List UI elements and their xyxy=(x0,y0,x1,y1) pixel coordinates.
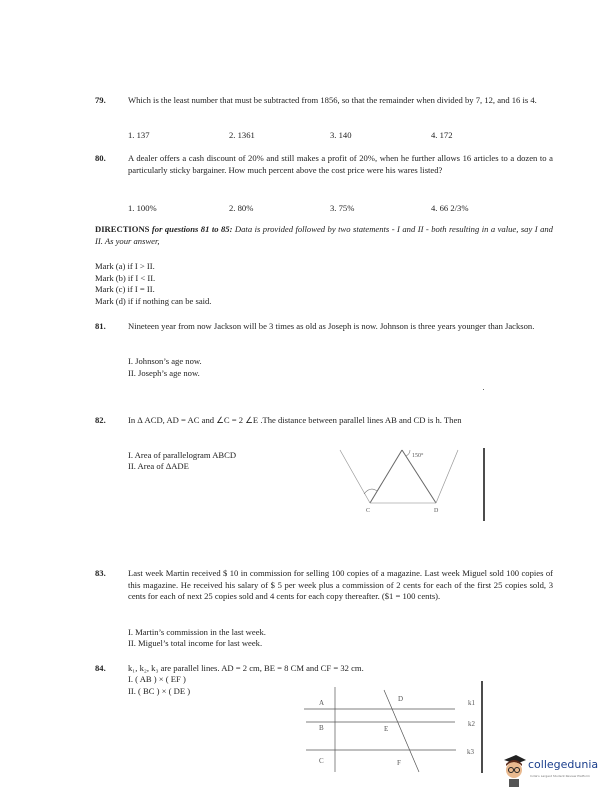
question-82-text: In Δ ACD, AD = AC and ∠C = 2 ∠E .The distance between parallel lines AB and CD is h. Then xyxy=(128,415,462,425)
directions-range: for questions 81 to 85: xyxy=(151,224,233,234)
statement: I. Area of parallelogram ABCD xyxy=(128,450,237,460)
statement: II. Joseph’s age now. xyxy=(128,368,200,378)
logo-wordmark: collegedunia xyxy=(528,758,599,771)
option: 2. 1361 xyxy=(229,130,255,140)
logo-tagline: India's Largest Student Review Platform xyxy=(530,774,590,778)
point-d-label: D xyxy=(434,508,439,514)
angle-label: 150° xyxy=(412,453,424,459)
option: 1. 137 xyxy=(128,130,150,140)
question-79-number: 79. xyxy=(95,95,106,105)
point-d-label: D xyxy=(398,695,404,703)
option: 4. 172 xyxy=(431,130,453,140)
question-79-text: Which is the least number that must be subtracted from 1856, so that the remainder when divided by 7, 12, and 16 is 4. xyxy=(128,95,537,105)
option: 3. 75% xyxy=(330,203,355,213)
option: 2. 80% xyxy=(229,203,254,213)
point-f-label: F xyxy=(397,759,401,767)
line-k3-label: k3 xyxy=(467,748,474,756)
statement: II. Area of ΔADE xyxy=(128,461,189,471)
option: 3. 140 xyxy=(330,130,352,140)
point-e-label: E xyxy=(384,725,389,733)
mark-rule: Mark (d) if if nothing can be said. xyxy=(95,296,212,306)
mark-rule: Mark (c) if I = II. xyxy=(95,284,155,294)
line-k2-label: k2 xyxy=(468,720,475,728)
question-82-number: 82. xyxy=(95,415,106,425)
collegedunia-logo xyxy=(500,752,612,792)
question-81-text: Nineteen year from now Jackson will be 3 times as old as Joseph is now. Johnson is three years younger than Jackson. xyxy=(128,321,535,331)
statement: II. ( BC ) × ( DE ) xyxy=(128,686,191,696)
question-83-number: 83. xyxy=(95,568,106,578)
mark-rule: Mark (a) if I > II. xyxy=(95,261,155,271)
statement: I. Martin’s commission in the last week. xyxy=(128,627,266,637)
point-a-label: A xyxy=(319,699,325,707)
statement: II. Miguel’s total income for last week. xyxy=(128,638,263,648)
directions-text: Data is provided followed by two statements - I and II - both resulting in a value, say I and II. As your answer, xyxy=(95,224,553,246)
directions-heading: DIRECTIONS xyxy=(95,224,150,234)
line-k1-label: k1 xyxy=(468,699,475,707)
mark-rule: Mark (b) if I < II. xyxy=(95,273,156,283)
statement: I. Johnson’s age now. xyxy=(128,356,202,366)
option: 1. 100% xyxy=(128,203,157,213)
question-80-number: 80. xyxy=(95,153,106,163)
option: 4. 66 2/3% xyxy=(431,203,469,213)
point-b-label: B xyxy=(319,724,324,732)
question-83-text: Last week Martin received $ 10 in commission for selling 100 copies of a magazine. Last week Miguel sold 100 copies of this magazine. He received his salary of $ 5 per week plus a commission of 2 cents for each of the first 25 copies sold, 3 cents for each of next 25 copies sold and 4 cents for each copy thereafter. ($1 = 100 cents). xyxy=(128,568,553,602)
question-81-number: 81. xyxy=(95,321,106,331)
point-c-label: C xyxy=(366,508,371,514)
point-c-label: C xyxy=(319,757,324,765)
question-80-text: A dealer offers a cash discount of 20% and still makes a profit of 20%, when he further allows 16 articles to a dozen to a particularly sticky bargainer. How much percent above the cost price were his wares listed? xyxy=(128,153,553,175)
question-84-text: k₁, k₂, k₃ are parallel lines. AD = 2 cm, BE = 8 CM and CF = 32 cm. xyxy=(128,663,364,673)
question-84-number: 84. xyxy=(95,663,106,673)
statement: I. ( AB ) × ( EF ) xyxy=(128,674,186,684)
mascot-icon xyxy=(500,752,528,788)
